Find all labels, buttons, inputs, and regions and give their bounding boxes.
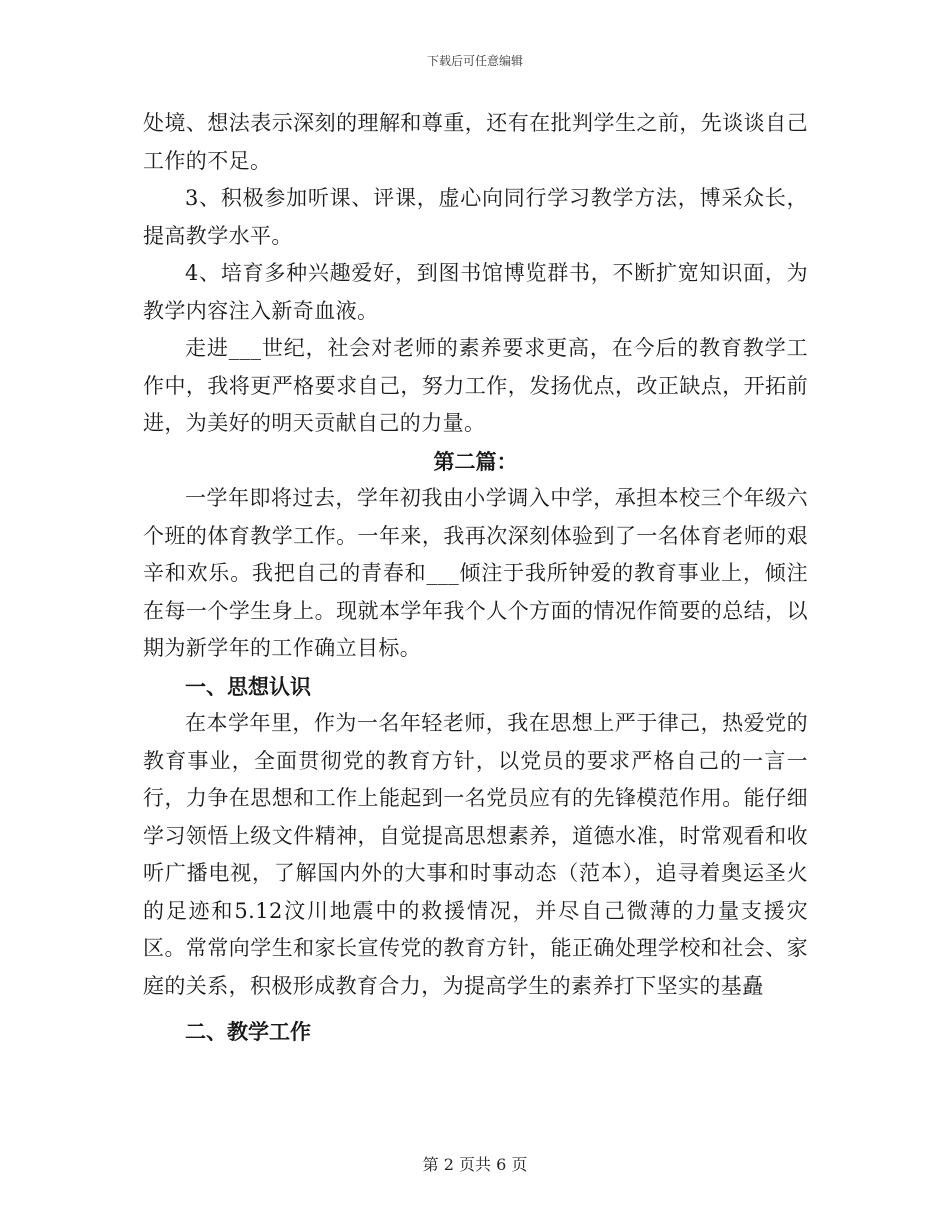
page-footer: 第 2 页共 6 页 xyxy=(422,1155,528,1174)
paragraph-continuation: 处境、想法表示深刻的理解和尊重，还有在批判学生之前，先谈谈自己工作的不足。 xyxy=(143,111,808,173)
document-body xyxy=(143,105,808,1051)
heading-ideology: 一、思想认识 xyxy=(185,673,311,699)
paragraph-intro: 一学年即将过去，学年初我由小学调入中学，承担本校三个年级六个班的体育教学工作。一年来，我再次深刻体验到了一名体育老师的艰辛和欢乐。我把自己的青春和___倾注于我所钟爱的教育事业上，倾注在每一个学生身上。现就本学年我个人个方面的情况作简要的总结，以期为新学年的工作确立目标。 xyxy=(143,486,808,660)
page-header: 下载后可任意编辑 xyxy=(426,54,523,68)
paragraph-item-4: 4、培育多种兴趣爱好，到图书馆博览群书，不断扩宽知识面，为教学内容注入新奇血液。 xyxy=(143,261,808,323)
heading-teaching: 二、教学工作 xyxy=(185,1019,311,1044)
paragraph-conclusion: 走进___世纪，社会对老师的素养要求更高，在今后的教育教学工作中，我将更严格要求自己，努力工作，发扬优点，改正缺点，开拓前进，为美好的明天贡献自己的力量。 xyxy=(143,336,808,435)
paragraph-item-3: 3、积极参加听课、评课，虚心向同行学习教学方法，博采众长，提高教学水平。 xyxy=(143,186,808,248)
section-title: 第二篇： xyxy=(433,448,518,474)
paragraph-ideology: 在本学年里，作为一名年轻老师，我在思想上严于律己，热爱党的教育事业，全面贯彻党的教育方针，以党员的要求严格自己的一言一行，力争在思想和工作上能起到一名党员应有的先锋模范作用。能仔细学习领悟上级文件精神，自觉提高思想素养，道德水准，时常观看和收听广播电视，了解国内外的大事和时事动态（范本），追寻着奥运圣火的足迹和5.12汶川地震中的救援情况，并尽自己微薄的力量支援灾区。常常向学生和家长宣传党的教育方针，能正确处理学校和社会、家庭的关系，积极形成教育合力，为提高学生的素养打下坚实的基矗 xyxy=(143,711,808,998)
